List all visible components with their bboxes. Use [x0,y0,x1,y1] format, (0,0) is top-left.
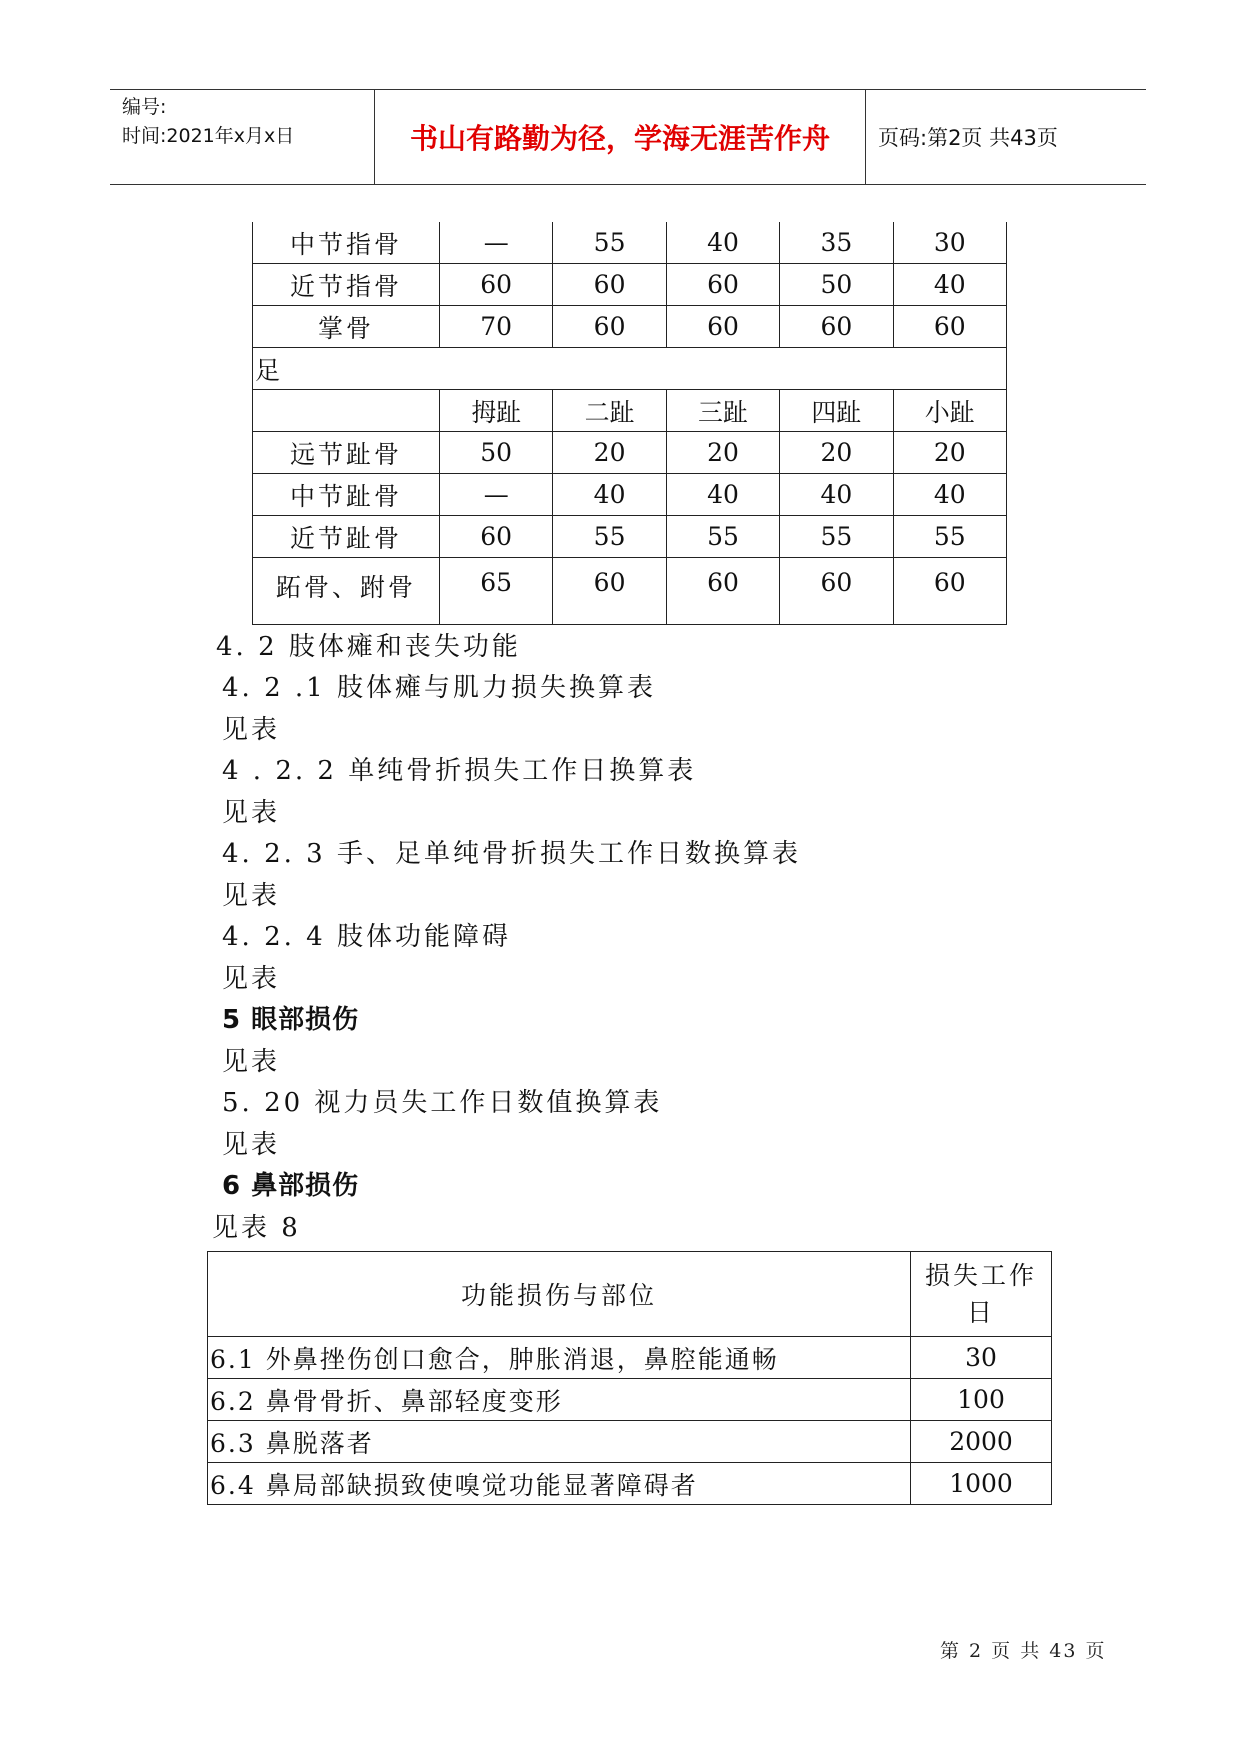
bone-fracture-table [252,222,1007,625]
table-cell: 中节趾骨 [253,474,440,516]
column-header: 四趾 [780,390,893,432]
table-cell: — [440,474,553,516]
header-page-info: 页码:第2页 共43页 [878,126,1058,150]
see-table-8-text: 见表 8 [212,1213,301,1243]
table-row [253,222,1007,264]
table-cell: 6.4 鼻局部缺损致使嗅觉功能显著障碍者 [208,1463,911,1505]
column-header: 二趾 [553,390,666,432]
table-cell: 35 [780,222,893,264]
table-cell: 65 [440,558,553,625]
column-header-days [911,1252,1052,1337]
table-cell: 55 [666,516,779,558]
table-row [253,432,1007,474]
see-table-text: 见表 [222,964,281,994]
table-row [253,474,1007,516]
table-row [208,1463,1052,1505]
see-table-text: 见表 [222,715,281,745]
table-cell: 60 [553,264,666,306]
section-heading-nose: 6 鼻部损伤 [222,1171,360,1201]
table-cell: 55 [780,516,893,558]
subsection-heading: 4. 2. 3 手、足单纯骨折损失工作日数换算表 [222,839,801,869]
table-cell: 跖骨、跗骨 [253,558,440,625]
table-cell: 55 [553,222,666,264]
table-cell: 60 [893,558,1006,625]
subsection-heading: 4. 2 .1 肢体瘫与肌力损失换算表 [222,673,656,703]
table-cell: 55 [893,516,1006,558]
see-table-text: 见表 [222,1130,281,1160]
section-label-foot: 足 [253,348,1007,390]
page-footer: 第 2 页 共 43 页 [940,1640,1107,1662]
table-section-row [253,348,1007,390]
column-header: 三趾 [666,390,779,432]
table-header-row [253,390,1007,432]
column-header-days-line1: 损失工作 [924,1261,1037,1290]
subsection-heading: 4 . 2. 2 单纯骨折损失工作日换算表 [222,756,697,786]
table-cell: 50 [440,432,553,474]
table-cell: 20 [553,432,666,474]
table-row [253,558,1007,625]
table-cell: 60 [666,264,779,306]
table-cell: 60 [666,558,779,625]
table-cell: 远节趾骨 [253,432,440,474]
table-cell: — [440,222,553,264]
table-cell: 40 [666,222,779,264]
table-cell: 50 [780,264,893,306]
table-cell: 60 [780,306,893,348]
document-number-label: 编号: [122,96,167,118]
section-heading-eye: 5 眼部损伤 [222,1005,360,1035]
table-cell: 40 [666,474,779,516]
see-table-text: 见表 [222,881,281,911]
subsection-heading: 4. 2. 4 肢体功能障碍 [222,922,511,952]
table-row [253,306,1007,348]
table-row [208,1421,1052,1463]
table-cell: 20 [666,432,779,474]
column-header-days-line2: 日 [966,1298,995,1327]
table-cell: 60 [553,306,666,348]
section-heading-4-2: 4. 2 肢体瘫和丧失功能 [216,632,521,662]
table-cell: 60 [893,306,1006,348]
table-row [208,1337,1052,1379]
column-header: 小趾 [893,390,1006,432]
table-cell: 1000 [911,1463,1052,1505]
table-cell: 40 [893,474,1006,516]
table-row [253,264,1007,306]
column-header: 拇趾 [440,390,553,432]
table-cell: 中节指骨 [253,222,440,264]
table-cell: 6.1 外鼻挫伤创口愈合，肿胀消退，鼻腔能通畅 [208,1337,911,1379]
table-row [208,1379,1052,1421]
table-cell: 100 [911,1379,1052,1421]
table-cell: 6.2 鼻骨骨折、鼻部轻度变形 [208,1379,911,1421]
table-cell: 60 [440,264,553,306]
table-cell: 30 [893,222,1006,264]
table-cell: 近节趾骨 [253,516,440,558]
table-cell: 40 [553,474,666,516]
table-cell: 近节指骨 [253,264,440,306]
table-cell: 60 [553,558,666,625]
table-cell: 20 [893,432,1006,474]
table-cell: 60 [780,558,893,625]
column-header [253,390,440,432]
see-table-text: 见表 [222,798,281,828]
table-cell: 60 [666,306,779,348]
table-row [253,516,1007,558]
table-cell: 55 [553,516,666,558]
table-cell: 掌骨 [253,306,440,348]
table-cell: 30 [911,1337,1052,1379]
table-cell: 70 [440,306,553,348]
table-cell: 2000 [911,1421,1052,1463]
nose-injury-table [207,1251,1052,1505]
page-header [110,89,1146,185]
table-cell: 20 [780,432,893,474]
subsection-heading: 5. 20 视力员失工作日数值换算表 [222,1088,663,1118]
column-header-desc: 功能损伤与部位 [208,1252,911,1337]
header-meta [110,90,374,184]
document-time-label: 时间:2021年x月x日 [122,125,295,147]
see-table-text: 见表 [222,1047,281,1077]
table-header-row [208,1252,1052,1337]
table-cell: 6.3 鼻脱落者 [208,1421,911,1463]
table-cell: 40 [893,264,1006,306]
table-cell: 40 [780,474,893,516]
table-cell: 60 [440,516,553,558]
header-motto: 书山有路勤为径，学海无涯苦作舟 [374,90,866,184]
